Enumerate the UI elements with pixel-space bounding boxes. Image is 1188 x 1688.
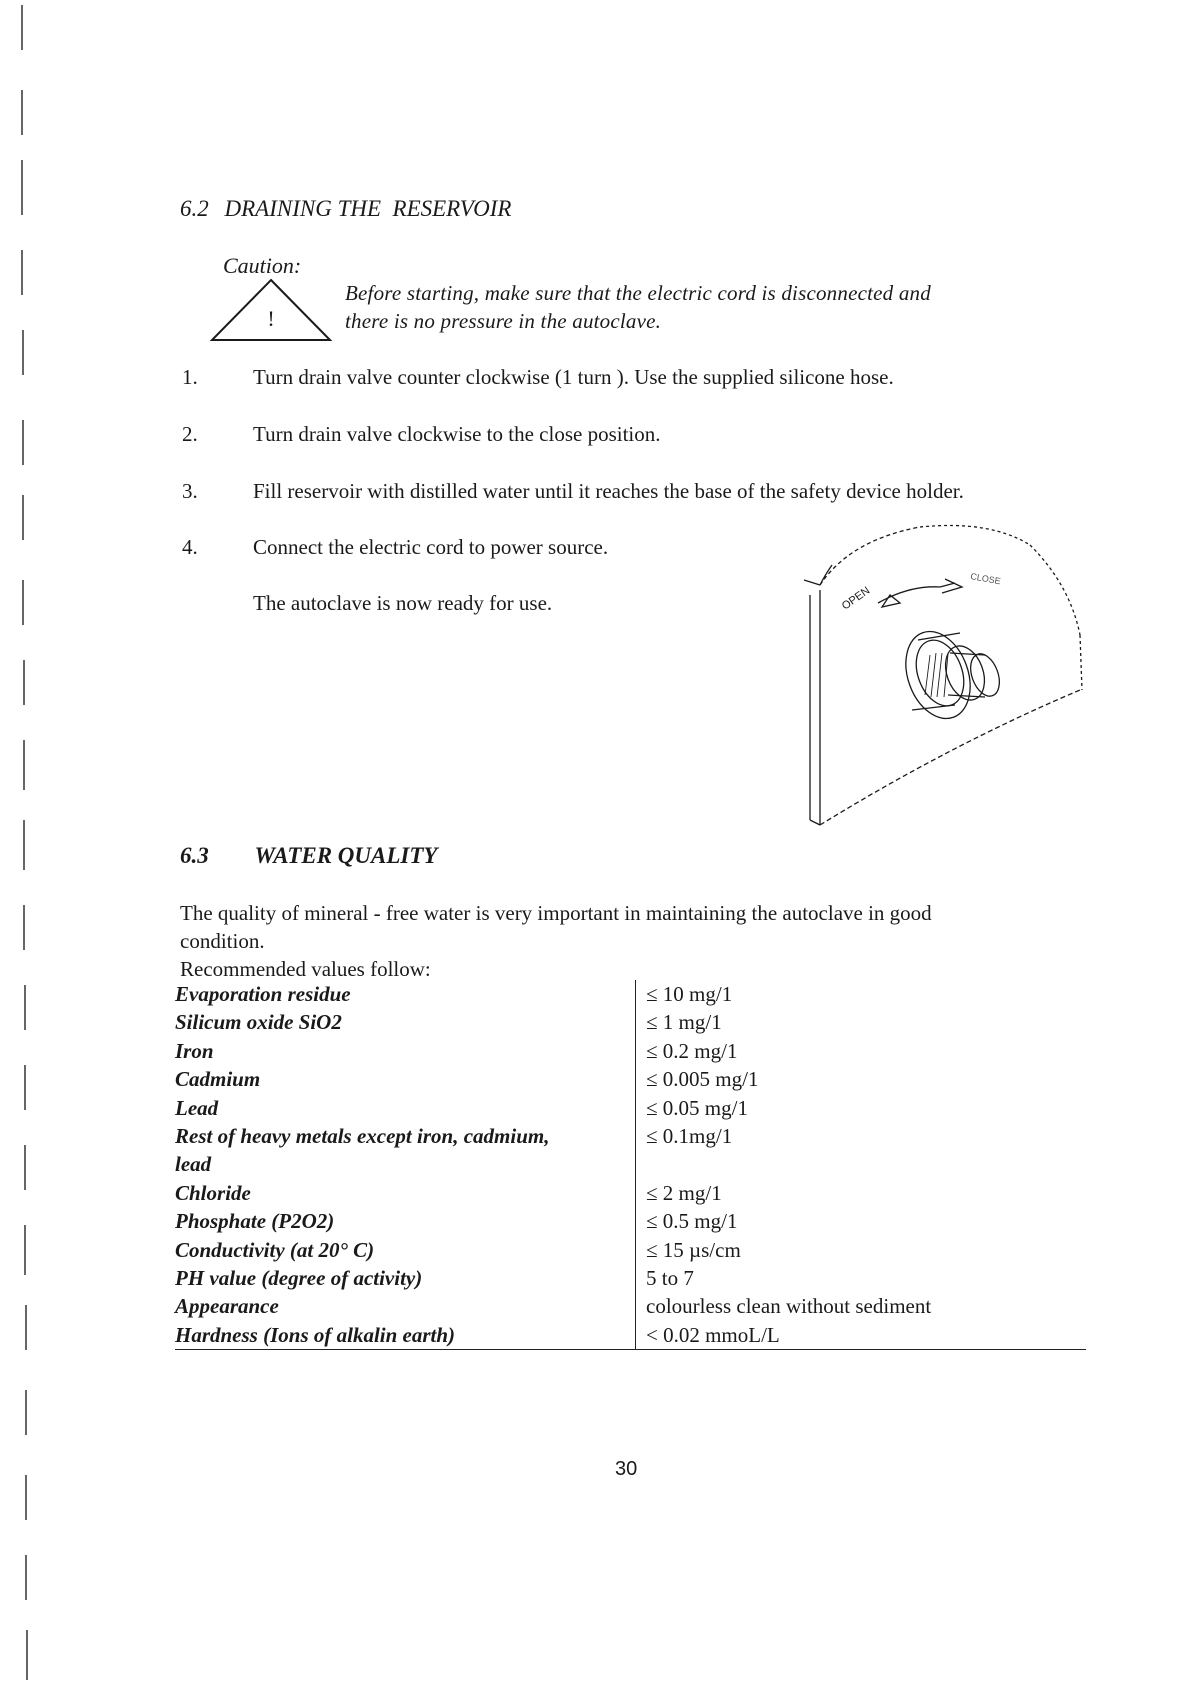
step-2-text: Turn drain valve clockwise to the close position. [253, 422, 661, 446]
water-quality-table [175, 980, 1086, 1350]
parameter-value: < 0.02 mmoL/L [636, 1321, 1087, 1350]
parameter-name: Lead [175, 1095, 219, 1120]
parameter-value: ≤ 0.1mg/1 [636, 1122, 1087, 1150]
step-1-text: Turn drain valve counter clockwise (1 turn ). Use the supplied silicone hose. [253, 365, 894, 389]
parameter-name: Iron [175, 1038, 214, 1063]
ready-text: The autoclave is now ready for use. [253, 591, 553, 615]
step-4-text: Connect the electric cord to power source. [253, 535, 609, 559]
parameter-value: ≤ 0.2 mg/1 [636, 1037, 1087, 1065]
step-4-number: 4. [182, 535, 198, 559]
parameter-value: 5 to 7 [636, 1264, 1087, 1292]
parameter-name: Cadmium [175, 1067, 261, 1092]
table-row [175, 1179, 1086, 1207]
table-row [175, 1264, 1086, 1292]
svg-text:!: ! [267, 306, 275, 331]
caution-label: Caution: [223, 253, 302, 278]
parameter-value: ≤ 1 mg/1 [636, 1008, 1087, 1036]
table-row [175, 1065, 1086, 1093]
parameter-name: Hardness (Ions of alkalin earth) [175, 1321, 636, 1350]
parameter-value: ≤ 0.005 mg/1 [636, 1065, 1087, 1093]
table-row [175, 1321, 1086, 1350]
step-3-number: 3. [182, 479, 198, 503]
table-row [175, 1094, 1086, 1122]
parameter-name: lead [175, 1152, 212, 1177]
step-1-number: 1. [182, 365, 198, 389]
section-6-2-number: 6.2 [180, 196, 209, 221]
caution-text-line-2: there is no pressure in the autoclave. [345, 309, 662, 333]
section-6-3-heading [180, 843, 437, 869]
parameter-value: ≤ 0.05 mg/1 [636, 1094, 1087, 1122]
parameter-name: Chloride [175, 1180, 251, 1205]
step-2-number: 2. [182, 422, 198, 446]
close-label: CLOSE [969, 571, 1002, 587]
water-quality-intro-line-1: The quality of mineral - free water is very important in maintaining the autoclave in good [180, 901, 932, 925]
page-number: 30 [615, 1458, 638, 1480]
section-6-2-title: DRAINING THE RESERVOIR [224, 196, 512, 221]
parameter-value: ≤ 10 mg/1 [636, 980, 1087, 1008]
water-quality-intro-line-3: Recommended values follow: [180, 957, 431, 981]
section-6-3-title: WATER QUALITY [254, 843, 438, 868]
parameter-value: ≤ 15 µs/cm [636, 1236, 1087, 1264]
parameter-name: Silicum oxide SiO2 [175, 1010, 342, 1035]
table-row [175, 1037, 1086, 1065]
open-label: OPEN [839, 584, 873, 613]
step-3-text: Fill reservoir with distilled water until it reaches the base of the safety device holder. [253, 479, 964, 503]
table-row [175, 1236, 1086, 1264]
parameter-value [636, 1150, 1087, 1178]
table-row [175, 980, 1086, 1008]
section-6-2-heading [180, 196, 511, 222]
parameter-value: ≤ 0.5 mg/1 [636, 1207, 1087, 1235]
table-row [175, 1292, 1086, 1320]
table-row [175, 1122, 1086, 1150]
parameter-name: Appearance [175, 1294, 279, 1319]
warning-triangle-icon [210, 278, 335, 343]
parameter-value: ≤ 2 mg/1 [636, 1179, 1087, 1207]
parameter-name: Rest of heavy metals except iron, cadmium, [175, 1123, 550, 1148]
table-row [175, 1008, 1086, 1036]
parameter-name: Phosphate (P2O2) [175, 1209, 335, 1234]
section-6-3-number: 6.3 [180, 843, 209, 868]
parameter-name: Evaporation residue [175, 982, 351, 1006]
table-row [175, 1207, 1086, 1235]
table-row [175, 1150, 1086, 1178]
parameter-name: Conductivity (at 20° C) [175, 1237, 375, 1262]
water-quality-intro-line-2: condition. [180, 929, 265, 953]
drain-valve-illustration [790, 515, 1090, 835]
parameter-value: colourless clean without sediment [636, 1292, 1087, 1320]
parameter-name: PH value (degree of activity) [175, 1265, 423, 1290]
caution-text-line-1: Before starting, make sure that the electric cord is disconnected and [345, 281, 931, 305]
binder-margin-marks [0, 0, 60, 1688]
